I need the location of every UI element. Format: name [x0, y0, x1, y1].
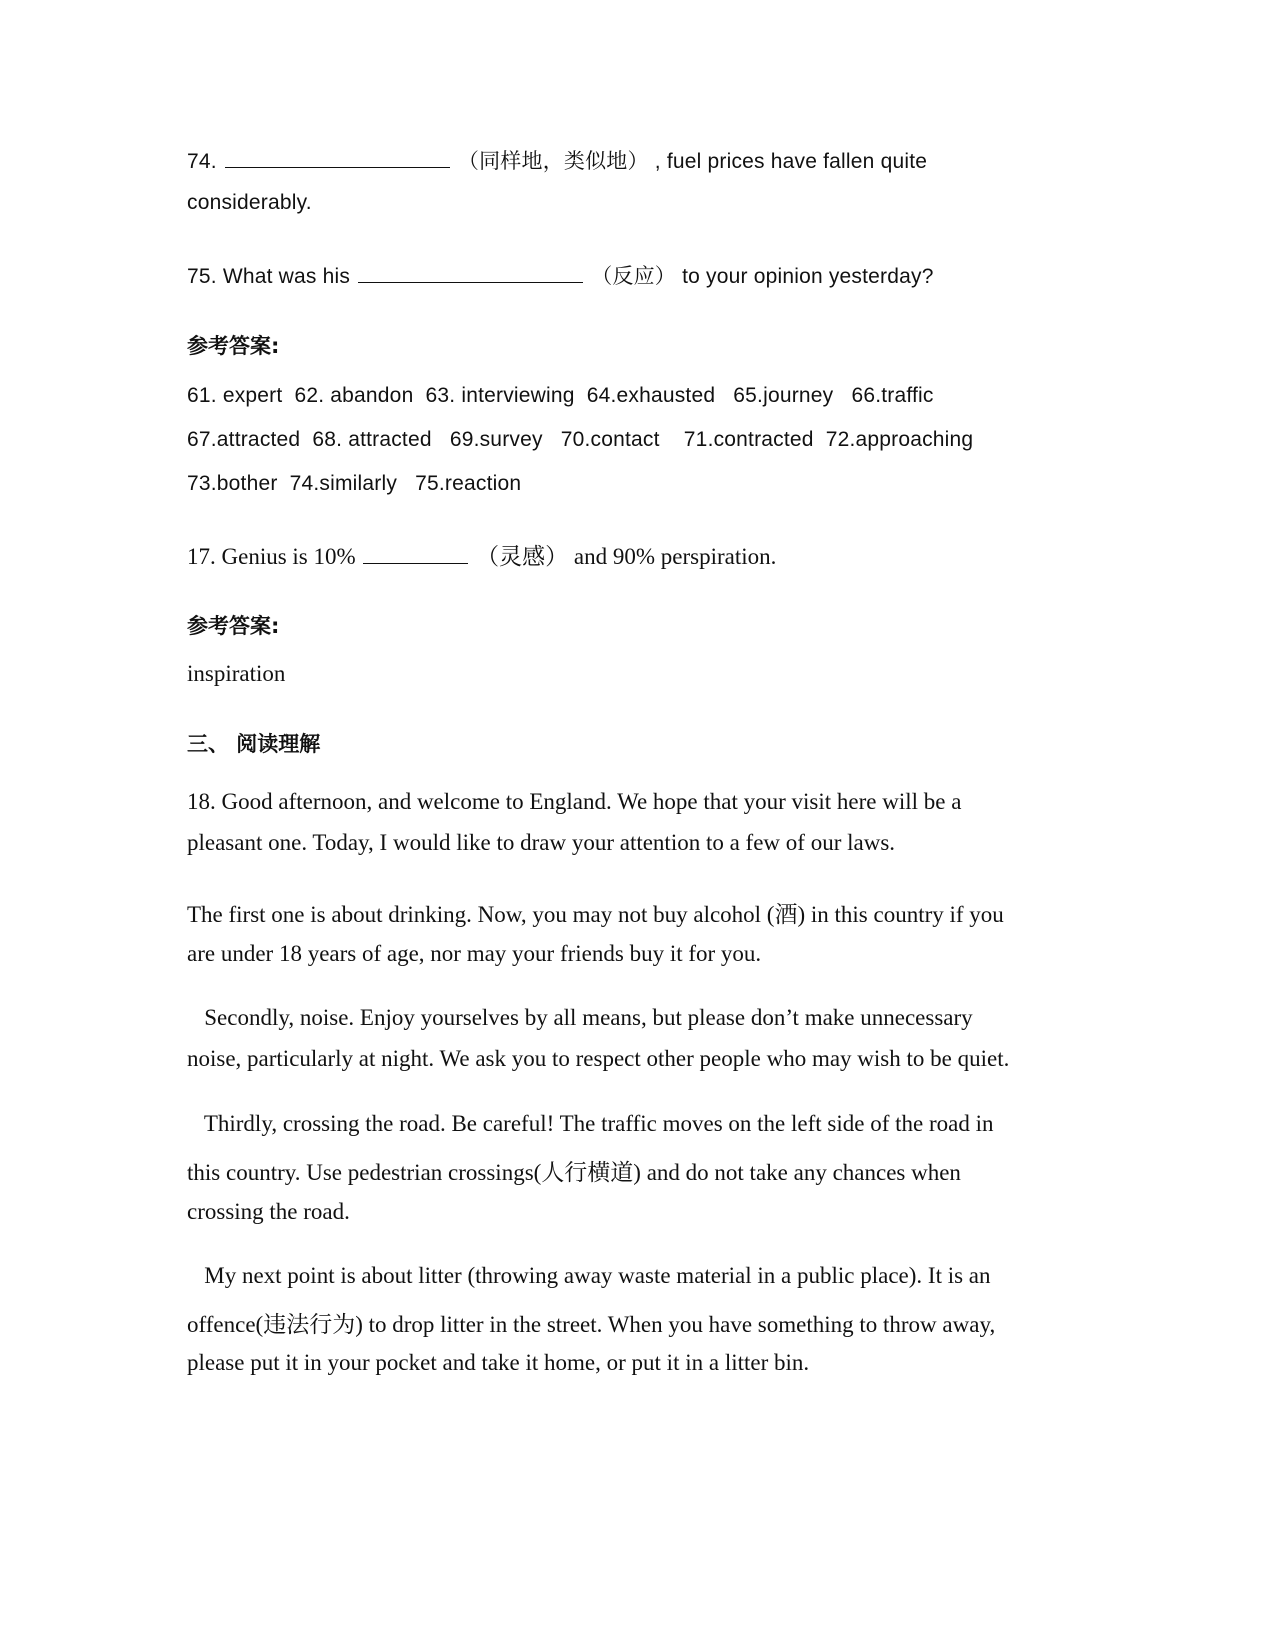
passage-line: this country. Use pedestrian crossings(人行横道) and do not take any chances when [187, 1160, 961, 1185]
passage-line: are under 18 years of age, nor may your friends buy it for you. [187, 941, 762, 966]
answer-blank-74[interactable] [225, 149, 450, 168]
answer-key-line: 67.attracted 68. attracted 69.survey 70.contact 71.contracted 72.approaching [187, 428, 974, 451]
passage-line: My next point is about litter (throwing away waste material in a public place). It is an [187, 1263, 991, 1288]
answer-blank-17[interactable] [363, 545, 468, 564]
passage-line: 18. Good afternoon, and welcome to England. We hope that your visit here will be a [187, 789, 962, 814]
passage-line: pleasant one. Today, I would like to draw your attention to a few of our laws. [187, 830, 896, 855]
answer-heading: 参考答案: [187, 614, 280, 638]
answer-key-line: 73.bother 74.similarly 75.reaction [187, 472, 522, 495]
question-74 [187, 145, 927, 175]
passage-line: noise, particularly at night. We ask you to respect other people who may wish to be quiet. [187, 1046, 1010, 1071]
question-74-hint: （同样地，类似地） [457, 150, 649, 173]
passage-line: offence(违法行为) to drop litter in the street. When you have something to throw away, [187, 1312, 996, 1337]
question-17-text-before: 17. Genius is 10% [187, 544, 356, 569]
section-heading: 三、 阅读理解 [187, 732, 321, 756]
question-17-text-after: and 90% perspiration. [573, 544, 777, 569]
answer-17: inspiration [187, 661, 286, 686]
passage-line: Secondly, noise. Enjoy yourselves by all means, but please don’t make unnecessary [187, 1005, 973, 1030]
answer-key-line: 61. expert 62. abandon 63. interviewing 64.exhausted 65.journey 66.traffic [187, 384, 934, 407]
question-74-text: , fuel prices have fallen quite [654, 150, 928, 173]
question-74-continuation: considerably. [187, 191, 312, 214]
question-75 [187, 260, 934, 290]
question-17-hint: （灵感） [476, 544, 569, 569]
question-75-text-before: 75. What was his [187, 265, 351, 288]
passage-line: crossing the road. [187, 1199, 350, 1224]
question-74-number: 74. [187, 150, 217, 173]
question-75-text-after: to your opinion yesterday? [682, 265, 934, 288]
answer-blank-75[interactable] [358, 264, 583, 283]
answer-heading: 参考答案: [187, 334, 280, 358]
passage-line: please put it in your pocket and take it home, or put it in a litter bin. [187, 1350, 810, 1375]
passage-line: Thirdly, crossing the road. Be careful! The traffic moves on the left side of the road in [187, 1111, 994, 1136]
passage-line: The first one is about drinking. Now, you may not buy alcohol (酒) in this country if you [187, 902, 1004, 927]
question-17 [187, 538, 776, 571]
question-75-hint: （反应） [591, 265, 677, 288]
